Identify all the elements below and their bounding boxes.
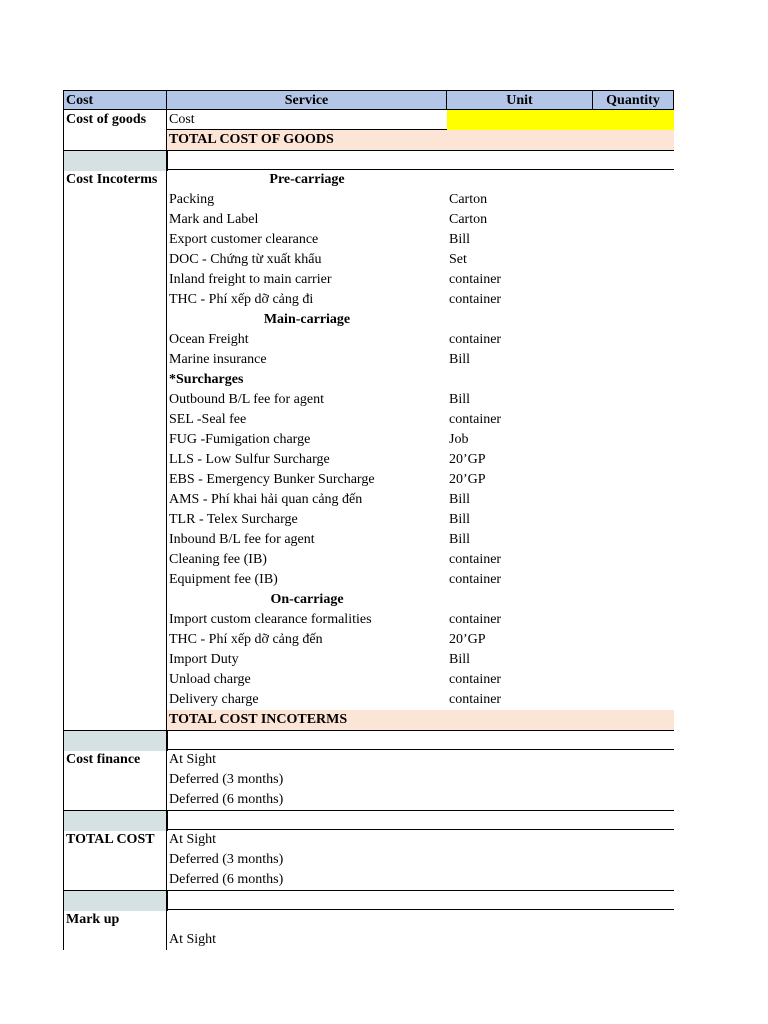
cost-cell[interactable]	[63, 670, 167, 690]
service-cell[interactable]: Import custom clearance formalities	[169, 612, 372, 627]
separator-band	[63, 730, 674, 750]
pre-carriage-row	[63, 230, 674, 250]
cost-finance-row	[63, 750, 674, 770]
mark-up-row	[63, 910, 674, 930]
cost-of-goods-service[interactable]: Cost	[167, 110, 447, 130]
quantity-cell[interactable]	[593, 750, 674, 770]
service-cell[interactable]: Export customer clearance	[169, 232, 319, 247]
surcharge-row	[63, 530, 674, 550]
unit-cell[interactable]: Carton	[449, 212, 488, 227]
total-cost-of-goods-row	[63, 130, 674, 150]
total-cost-row	[63, 870, 674, 890]
service-cell[interactable]: Equipment fee (IB)	[169, 572, 278, 587]
service-cell[interactable]: THC - Phí xếp dỡ cảng đi	[169, 292, 314, 307]
band-cell-a	[63, 731, 167, 751]
surcharges-heading-row	[63, 370, 674, 390]
service-cell[interactable]: At Sight	[169, 932, 217, 947]
cost-cell[interactable]	[63, 610, 167, 630]
quantity-cell[interactable]	[593, 570, 674, 590]
service-cell[interactable]: EBS - Emergency Bunker Surcharge	[169, 472, 375, 487]
unit-cell[interactable]	[447, 590, 593, 610]
on-carriage-row	[63, 670, 674, 690]
quantity-cell[interactable]	[593, 910, 674, 930]
unit-cell[interactable]: Bill	[449, 532, 471, 547]
quantity-cell[interactable]	[593, 410, 674, 430]
cost-cell[interactable]	[63, 230, 167, 250]
cost-cell[interactable]	[63, 710, 167, 730]
on-carriage-row	[63, 630, 674, 650]
quantity-cell[interactable]	[593, 770, 674, 790]
service-cell[interactable]: Unload charge	[169, 672, 251, 687]
cost-finance-label[interactable]: Cost finance	[63, 750, 167, 770]
quantity-cell[interactable]	[593, 370, 674, 390]
on-carriage-heading[interactable]: On-carriage	[270, 592, 344, 607]
quantity-cell[interactable]	[593, 270, 674, 290]
service-cell[interactable]: Deferred (3 months)	[169, 852, 284, 867]
cost-cell[interactable]	[63, 770, 167, 790]
pre-carriage-heading-row	[63, 170, 674, 190]
quantity-cell[interactable]	[593, 350, 674, 370]
quantity-cell[interactable]	[593, 550, 674, 570]
quantity-cell[interactable]	[593, 310, 674, 330]
header-unit[interactable]: Unit	[447, 90, 593, 110]
unit-cell[interactable]: 20’GP	[449, 632, 486, 647]
header-cost[interactable]: Cost	[63, 90, 167, 110]
mark-up-label[interactable]: Mark up	[63, 910, 167, 930]
on-carriage-heading-row	[63, 590, 674, 610]
unit-cell[interactable]	[447, 870, 593, 890]
pre-carriage-row	[63, 190, 674, 210]
cost-cell[interactable]	[63, 590, 167, 610]
separator-band	[63, 810, 674, 830]
band-cell-a	[63, 891, 167, 911]
on-carriage-row	[63, 650, 674, 670]
surcharge-row	[63, 570, 674, 590]
quantity-cell[interactable]	[593, 450, 674, 470]
unit-cell[interactable]	[447, 790, 593, 810]
on-carriage-row	[63, 610, 674, 630]
cost-cell[interactable]	[63, 370, 167, 390]
quantity-cell[interactable]	[593, 470, 674, 490]
service-cell[interactable]: Outbound B/L fee for agent	[169, 392, 324, 407]
cost-cell[interactable]	[63, 850, 167, 870]
quantity-cell[interactable]	[593, 530, 674, 550]
quantity-cell[interactable]	[593, 830, 674, 850]
unit-cell[interactable]: Bill	[449, 512, 471, 527]
cost-cell[interactable]	[63, 690, 167, 710]
quantity-cell[interactable]	[593, 210, 674, 230]
pre-carriage-heading[interactable]: Pre-carriage	[269, 172, 345, 187]
service-cell[interactable]: DOC - Chứng từ xuất khẩu	[169, 252, 322, 267]
unit-cell[interactable]: container	[449, 692, 502, 707]
cost-finance-row	[63, 770, 674, 790]
unit-cell[interactable]: Bill	[449, 352, 471, 367]
service-cell[interactable]: AMS - Phí khai hải quan cảng đến	[169, 492, 363, 507]
mark-up-section	[63, 910, 674, 950]
cost-cell[interactable]	[63, 530, 167, 550]
quantity-cell[interactable]	[593, 650, 674, 670]
service-cell[interactable]: Marine insurance	[169, 352, 267, 367]
band-cell-b	[167, 731, 674, 751]
pre-carriage-row	[63, 250, 674, 270]
unit-cell[interactable]: container	[449, 292, 502, 307]
cost-cell[interactable]	[63, 550, 167, 570]
surcharge-row	[63, 410, 674, 430]
unit-cell[interactable]: container	[449, 572, 502, 587]
service-cell[interactable]: At Sight	[169, 832, 217, 847]
service-cell[interactable]: Deferred (6 months)	[169, 792, 284, 807]
incoterms-section	[63, 170, 674, 730]
total-cost-incoterms-row	[63, 710, 674, 730]
cost-cell[interactable]	[63, 570, 167, 590]
unit-cell[interactable]: Bill	[449, 652, 471, 667]
main-carriage-heading[interactable]: Main-carriage	[263, 312, 351, 327]
main-carriage-heading-row	[63, 310, 674, 330]
unit-cell[interactable]: Bill	[449, 392, 471, 407]
total-cost-of-goods-a[interactable]	[63, 130, 167, 150]
unit-cell[interactable]: 20’GP	[449, 452, 486, 467]
cost-cell[interactable]	[63, 470, 167, 490]
total-cost-of-goods-label[interactable]: TOTAL COST OF GOODS	[167, 130, 674, 150]
service-cell[interactable]: THC - Phí xếp dỡ cảng đến	[169, 632, 323, 647]
surcharge-row	[63, 390, 674, 410]
service-cell[interactable]: SEL -Seal fee	[169, 412, 247, 427]
unit-cell[interactable]: container	[449, 332, 502, 347]
service-cell[interactable]	[167, 910, 447, 930]
quantity-cell[interactable]	[593, 190, 674, 210]
unit-cell[interactable]: Set	[449, 252, 467, 267]
quantity-cell[interactable]	[593, 590, 674, 610]
surcharge-row	[63, 490, 674, 510]
quantity-cell[interactable]	[593, 690, 674, 710]
cost-of-goods-row	[63, 110, 674, 130]
cost-cell[interactable]	[63, 510, 167, 530]
total-cost-incoterms-label[interactable]: TOTAL COST INCOTERMS	[167, 710, 674, 730]
cost-of-goods-unit-cell[interactable]	[447, 110, 593, 130]
quantity-cell[interactable]	[593, 430, 674, 450]
service-cell[interactable]: Packing	[169, 192, 215, 207]
surcharge-row	[63, 430, 674, 450]
quantity-cell[interactable]	[593, 330, 674, 350]
service-cell[interactable]: Inland freight to main carrier	[169, 272, 332, 287]
unit-cell[interactable]: Carton	[449, 192, 488, 207]
band-cell-b	[167, 891, 674, 911]
service-cell[interactable]: Import Duty	[169, 652, 239, 667]
unit-cell[interactable]: container	[449, 272, 502, 287]
cost-of-goods-label[interactable]: Cost of goods	[63, 110, 167, 130]
service-cell[interactable]: At Sight	[169, 752, 217, 767]
cost-finance-row	[63, 790, 674, 810]
quantity-cell[interactable]	[593, 390, 674, 410]
quantity-cell[interactable]	[593, 610, 674, 630]
header-service[interactable]: Service	[167, 90, 447, 110]
unit-cell[interactable]	[447, 770, 593, 790]
service-cell[interactable]: TLR - Telex Surcharge	[169, 512, 298, 527]
pre-carriage-row	[63, 210, 674, 230]
quantity-cell[interactable]	[593, 790, 674, 810]
quantity-cell[interactable]	[593, 290, 674, 310]
cost-cell[interactable]	[63, 450, 167, 470]
quantity-cell[interactable]	[593, 230, 674, 250]
service-cell[interactable]: Delivery charge	[169, 692, 259, 707]
unit-cell[interactable]: Bill	[449, 492, 471, 507]
cost-cell[interactable]	[63, 250, 167, 270]
quantity-cell[interactable]	[593, 670, 674, 690]
separator-band	[63, 890, 674, 910]
unit-cell[interactable]	[447, 310, 593, 330]
surcharge-row	[63, 450, 674, 470]
unit-cell[interactable]	[447, 930, 593, 950]
cost-cell[interactable]	[63, 290, 167, 310]
unit-cell[interactable]	[447, 170, 593, 190]
cost-cell[interactable]	[63, 930, 167, 950]
service-cell[interactable]: FUG -Fumigation charge	[169, 432, 311, 447]
service-cell[interactable]: Mark and Label	[169, 212, 259, 227]
quantity-cell[interactable]	[593, 170, 674, 190]
service-cell[interactable]: LLS - Low Sulfur Surcharge	[169, 452, 330, 467]
unit-cell[interactable]	[447, 370, 593, 390]
cost-cell[interactable]	[63, 790, 167, 810]
band-cell-b	[167, 811, 674, 831]
quantity-cell[interactable]	[593, 510, 674, 530]
cost-incoterms-label[interactable]: Cost Incoterms	[63, 170, 167, 190]
separator-band	[63, 150, 674, 170]
cost-cell[interactable]	[63, 430, 167, 450]
service-cell[interactable]: Deferred (6 months)	[169, 872, 284, 887]
quantity-cell[interactable]	[593, 630, 674, 650]
cost-cell[interactable]	[63, 490, 167, 510]
band-cell-b	[167, 151, 674, 171]
quantity-cell[interactable]	[593, 930, 674, 950]
cost-cell[interactable]	[63, 650, 167, 670]
cost-cell[interactable]	[63, 270, 167, 290]
cost-cell[interactable]	[63, 630, 167, 650]
header-row	[63, 90, 674, 110]
service-cell[interactable]: Deferred (3 months)	[169, 772, 284, 787]
quantity-cell[interactable]	[593, 250, 674, 270]
unit-cell[interactable]: container	[449, 412, 502, 427]
main-carriage-row	[63, 330, 674, 350]
band-cell-a	[63, 811, 167, 831]
unit-cell[interactable]	[447, 910, 593, 930]
quantity-cell[interactable]	[593, 850, 674, 870]
cost-sheet	[63, 90, 674, 950]
unit-cell[interactable]: container	[449, 672, 502, 687]
total-cost-section	[63, 830, 674, 890]
cost-cell[interactable]	[63, 190, 167, 210]
cost-cell[interactable]	[63, 870, 167, 890]
unit-cell[interactable]: 20’GP	[449, 472, 486, 487]
unit-cell[interactable]: Bill	[449, 232, 471, 247]
mark-up-row	[63, 930, 674, 950]
pre-carriage-row	[63, 270, 674, 290]
main-carriage-row	[63, 350, 674, 370]
pre-carriage-row	[63, 290, 674, 310]
unit-cell[interactable]: container	[449, 552, 502, 567]
unit-cell[interactable]: Job	[449, 432, 469, 447]
header-quantity[interactable]: Quantity	[593, 90, 674, 110]
unit-cell[interactable]	[447, 830, 593, 850]
cost-cell[interactable]	[63, 210, 167, 230]
service-cell[interactable]: Cleaning fee (IB)	[169, 552, 267, 567]
total-cost-row	[63, 850, 674, 870]
service-cell[interactable]: Inbound B/L fee for agent	[169, 532, 315, 547]
cost-cell[interactable]	[63, 390, 167, 410]
surcharge-row	[63, 550, 674, 570]
surcharge-row	[63, 470, 674, 490]
band-cell-a	[63, 151, 167, 171]
service-cell[interactable]: Ocean Freight	[169, 332, 249, 347]
on-carriage-row	[63, 690, 674, 710]
unit-cell[interactable]	[447, 750, 593, 770]
cost-cell[interactable]	[63, 410, 167, 430]
cost-cell[interactable]	[63, 310, 167, 330]
unit-cell[interactable]: container	[449, 612, 502, 627]
surcharge-row	[63, 510, 674, 530]
surcharges-heading[interactable]: *Surcharges	[169, 372, 244, 387]
cost-of-goods-quantity-cell[interactable]	[593, 110, 674, 130]
cost-cell[interactable]	[63, 350, 167, 370]
total-cost-label[interactable]: TOTAL COST	[63, 830, 167, 850]
cost-finance-section	[63, 750, 674, 810]
total-cost-row	[63, 830, 674, 850]
cost-cell[interactable]	[63, 330, 167, 350]
quantity-cell[interactable]	[593, 870, 674, 890]
quantity-cell[interactable]	[593, 490, 674, 510]
unit-cell[interactable]	[447, 850, 593, 870]
